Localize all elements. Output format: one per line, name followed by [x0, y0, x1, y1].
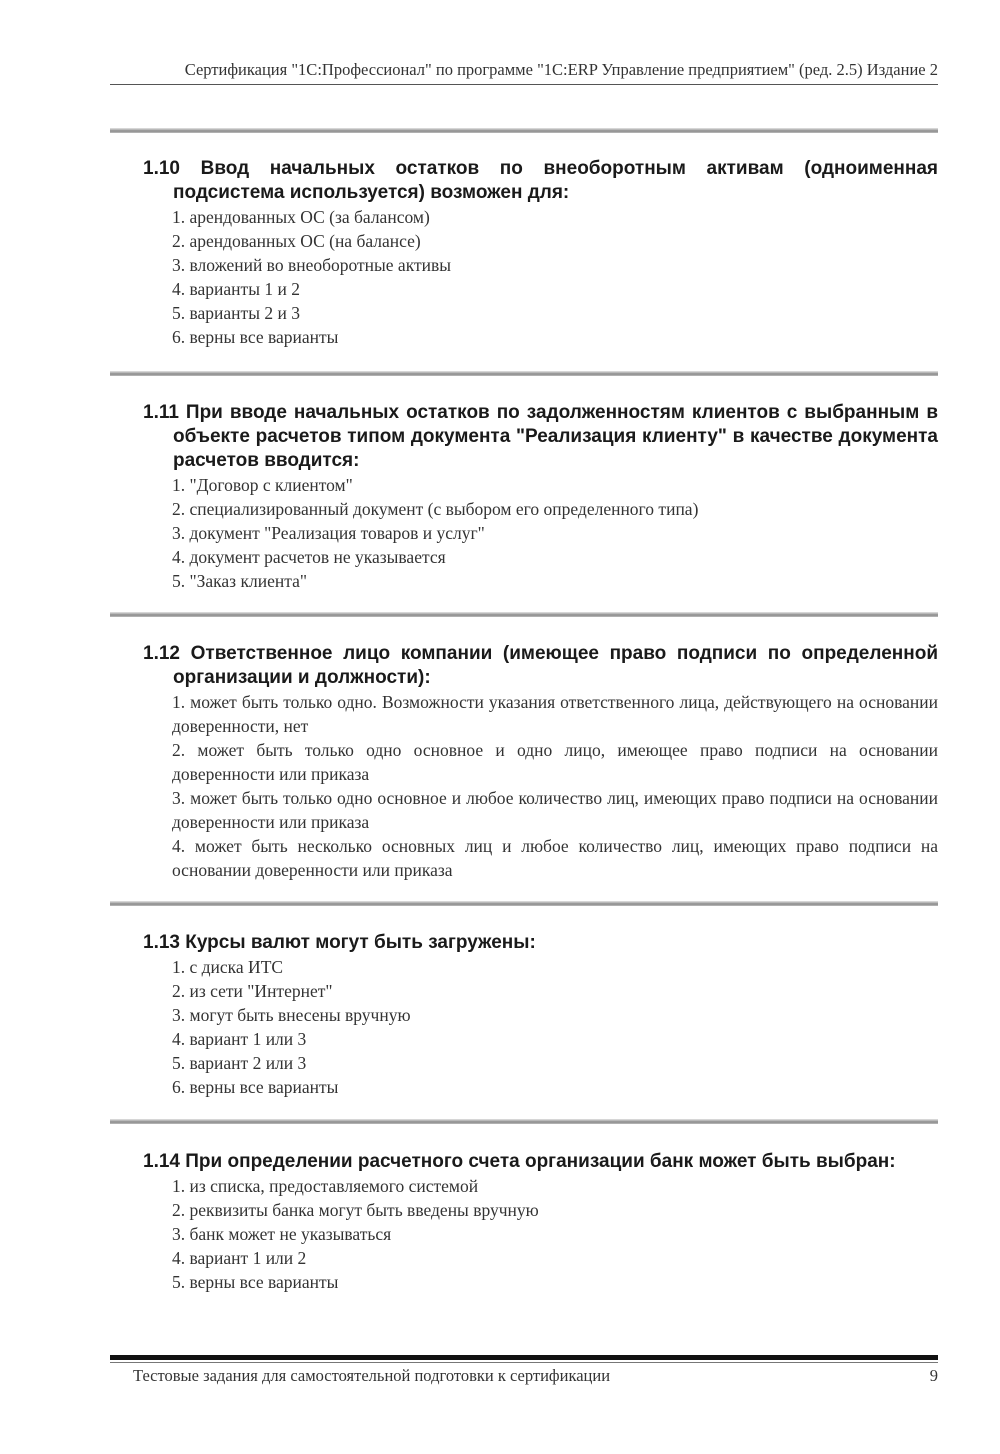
section-divider: [110, 128, 938, 133]
answer-option: 4. варианты 1 и 2: [172, 279, 300, 299]
question-number: 1.13: [143, 932, 180, 953]
answer-option: 2. арендованных ОС (на балансе): [172, 231, 421, 251]
answer-option: 5. варианты 2 и 3: [172, 303, 300, 323]
question-title: [143, 642, 938, 690]
question-number: 1.11: [143, 402, 179, 423]
question-text: При определении расчетного счета организации банк может быть выбран:: [185, 1151, 896, 1172]
page-number: 9: [929, 1366, 938, 1385]
question-1-12: [143, 642, 938, 882]
answer-option: 3. могут быть внесены вручную: [172, 1005, 411, 1025]
answer-option: 5. "Заказ клиента": [172, 571, 307, 591]
answer-option: 4. вариант 1 или 3: [172, 1029, 307, 1049]
answer-option: 1. "Договор с клиентом": [172, 475, 353, 495]
question-number: 1.10: [143, 158, 180, 179]
question-1-11: [143, 401, 938, 593]
answer-option: 5. верны все варианты: [172, 1272, 339, 1292]
answer-list: [143, 1174, 938, 1294]
question-title: [143, 1150, 938, 1174]
answer-option: 1. из списка, предоставляемого системой: [172, 1176, 479, 1196]
section-divider: [110, 371, 938, 376]
question-1-13: [143, 931, 938, 1099]
running-header: Сертификация "1С:Профессионал" по программе "1С:ERP Управление предприятием" (ред. 2.5) Издание 2: [110, 60, 938, 85]
question-text: Ввод начальных остатков по внеоборотным активам (одноименная подсистема используется) возможен для:: [173, 158, 938, 203]
question-title: [143, 401, 938, 473]
answer-option: 2. может быть только одно основное и одно лицо, имеющее право подписи на основании доверенности или приказа: [172, 740, 938, 784]
answer-option: 3. может быть только одно основное и любое количество лиц, имеющих право подписи на основании доверенности или приказа: [172, 788, 938, 832]
answer-option: 2. из сети "Интернет": [172, 981, 333, 1001]
answer-option: 3. документ "Реализация товаров и услуг": [172, 523, 485, 543]
running-footer: Тестовые задания для самостоятельной подготовки к сертификации: [133, 1366, 611, 1385]
answer-option: 6. верны все варианты: [172, 327, 339, 347]
footer-rule: [110, 1355, 938, 1360]
answer-option: 2. специализированный документ (с выбором его определенного типа): [172, 499, 699, 519]
question-text: Курсы валют могут быть загружены:: [185, 932, 536, 953]
question-title: [143, 931, 938, 955]
answer-list: [143, 473, 938, 593]
answer-option: 4. документ расчетов не указывается: [172, 547, 446, 567]
answer-option: 1. с диска ИТС: [172, 957, 284, 977]
answer-list: [143, 690, 938, 882]
section-divider: [110, 612, 938, 617]
answer-option: 3. банк может не указываться: [172, 1224, 392, 1244]
answer-option: 1. арендованных ОС (за балансом): [172, 207, 430, 227]
answer-list: [143, 205, 938, 349]
section-divider: [110, 901, 938, 906]
answer-option: 4. вариант 1 или 2: [172, 1248, 307, 1268]
question-title: [143, 157, 938, 205]
answer-option: 3. вложений во внеоборотные активы: [172, 255, 452, 275]
answer-option: 2. реквизиты банка могут быть введены вручную: [172, 1200, 539, 1220]
question-1-14: [143, 1150, 938, 1294]
answer-option: 1. может быть только одно. Возможности указания ответственного лица, действующего на основании доверенности, нет: [172, 692, 938, 736]
answer-list: [143, 955, 938, 1099]
answer-option: 5. вариант 2 или 3: [172, 1053, 307, 1073]
footer-rule-thin: [110, 1362, 938, 1363]
question-text: Ответственное лицо компании (имеющее право подписи по определенной организации и должности):: [173, 643, 938, 688]
question-number: 1.12: [143, 643, 180, 664]
section-divider: [110, 1119, 938, 1124]
answer-option: 4. может быть несколько основных лиц и любое количество лиц, имеющих право подписи на основании доверенности или приказа: [172, 836, 938, 880]
question-number: 1.14: [143, 1151, 180, 1172]
answer-option: 6. верны все варианты: [172, 1077, 339, 1097]
question-text: При вводе начальных остатков по задолженностям клиентов с выбранным в объекте расчетов типом документа "Реализация клиенту" в качестве документа расчетов вводится:: [173, 402, 938, 471]
question-1-10: [143, 157, 938, 349]
